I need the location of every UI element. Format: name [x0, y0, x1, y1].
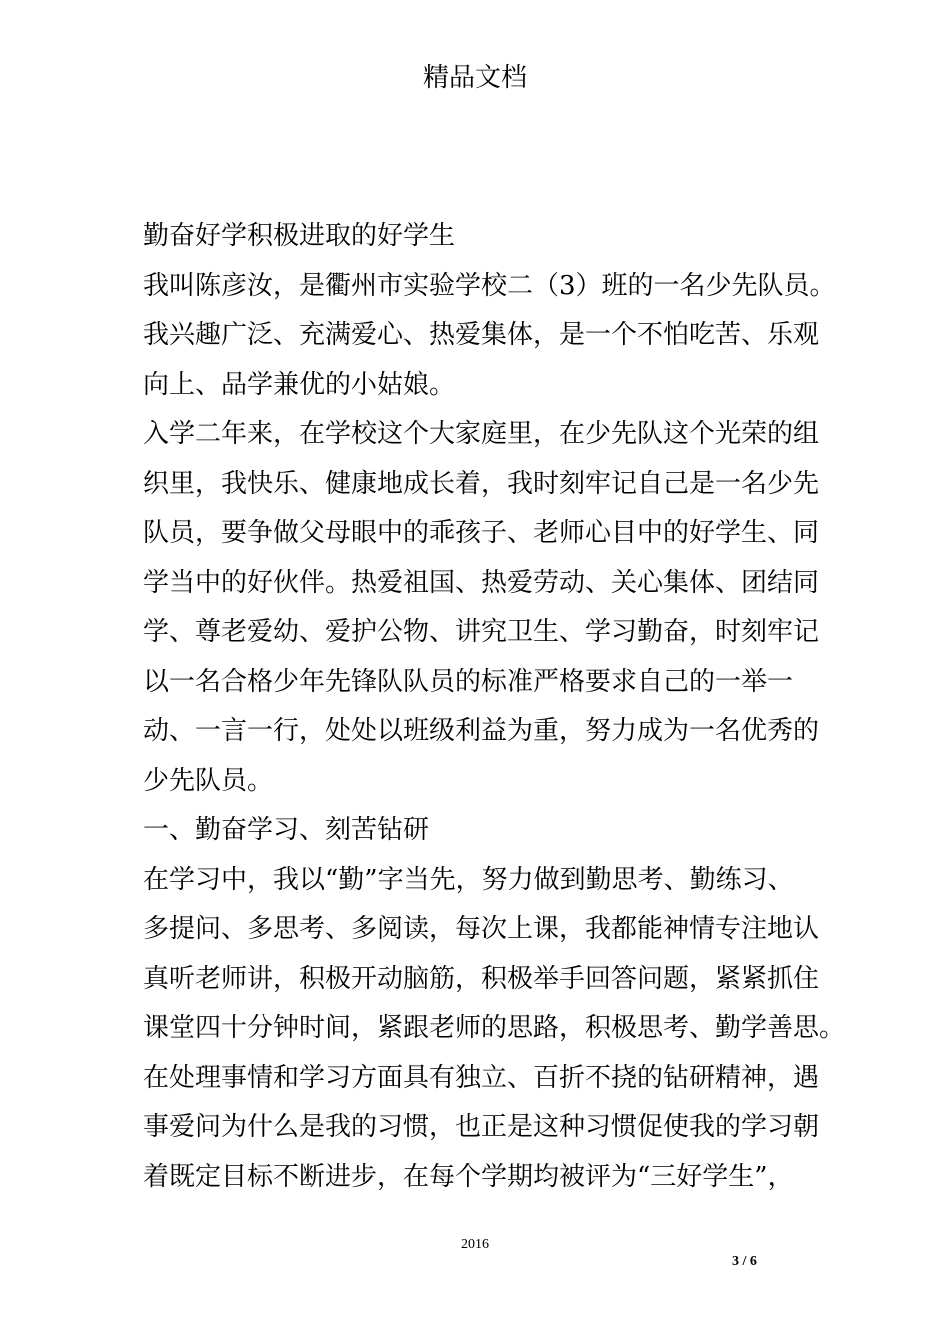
- page-number: 3 / 6: [732, 1254, 757, 1269]
- body-line: 动、一言一行，处处以班级利益为重，努力成为一名优秀的: [143, 716, 820, 746]
- page-header-title: 精品文档: [422, 63, 527, 93]
- document-body: [143, 212, 846, 1202]
- body-line: 入学二年来，在学校这个大家庭里，在少先队这个光荣的组: [143, 419, 820, 449]
- body-line: 在学习中，我以“勤”字当先，努力做到勤思考、勤练习、: [143, 864, 794, 895]
- footer-year: 2016: [461, 1237, 489, 1252]
- body-line: 真听老师讲，积极开动脑筋，积极举手回答问题，紧紧抓住: [143, 963, 820, 994]
- body-line: 向上、品学兼优的小姑娘。: [143, 369, 456, 400]
- body-line: 队员，要争做父母眼中的乖孩子、老师心目中的好学生、同: [143, 518, 820, 548]
- body-line: 多提问、多思考、多阅读，每次上课，我都能神情专注地认: [143, 914, 820, 944]
- document-title: 勤奋好学积极进取的好学生: [143, 221, 456, 251]
- body-line: 以一名合格少年先锋队队员的标准严格要求自己的一举一: [143, 666, 794, 697]
- body-line: 事爱问为什么是我的习惯，也正是这种习惯促使我的学习朝: [143, 1112, 820, 1142]
- body-line: 学、尊老爱幼、爱护公物、讲究卫生、学习勤奋，时刻牢记: [143, 617, 820, 647]
- body-line: 着既定目标不断进步，在每个学期均被评为“三好学生”，: [143, 1161, 794, 1192]
- body-line: 织里，我快乐、健康地成长着，我时刻牢记自己是一名少先: [143, 468, 820, 499]
- body-line: 在处理事情和学习方面具有独立、百折不挠的钻研精神，遇: [143, 1062, 820, 1093]
- body-line: 我兴趣广泛、充满爱心、热爱集体，是一个不怕吃苦、乐观: [143, 320, 820, 350]
- body-line: 少先队员。: [143, 765, 274, 796]
- section-heading: 一、勤奋学习、刻苦钻研: [143, 815, 430, 845]
- body-line: 我叫陈彦汝，是衢州市实验学校二（3）班的一名少先队员。: [143, 270, 836, 301]
- body-line: 课堂四十分钟时间，紧跟老师的思路，积极思考、勤学善思。: [143, 1013, 846, 1043]
- body-line: 学当中的好伙伴。热爱祖国、热爱劳动、关心集体、团结同: [143, 567, 820, 598]
